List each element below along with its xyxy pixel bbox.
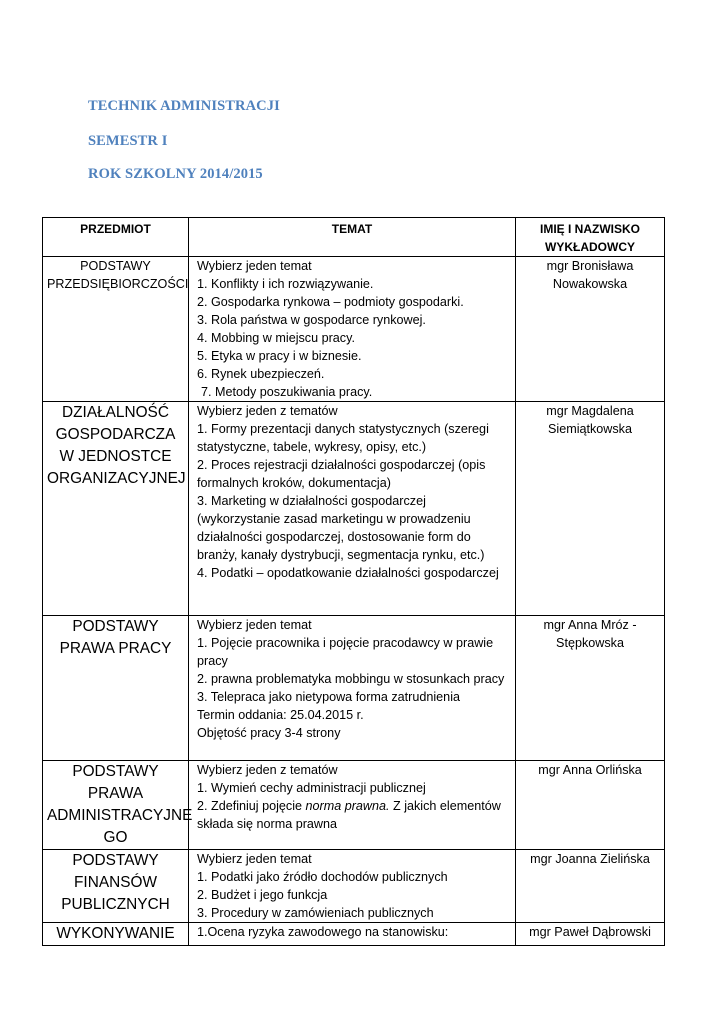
subject-line: GO [103, 829, 128, 846]
topic-text: Z jakich elementów składa się norma prawna [197, 799, 501, 831]
topic-line [197, 797, 511, 833]
heading-school-year: ROK SZKOLNY 2014/2015 [88, 166, 263, 182]
subject-line: PRAWA [87, 785, 144, 802]
lecturer-cell: mgr Anna Orlińska [516, 761, 665, 850]
table-row [43, 402, 665, 616]
lecturer-cell: mgr Magdalena Siemiątkowska [516, 402, 665, 616]
topic-line: 4. Mobbing w miejscu pracy. [197, 331, 355, 345]
subject-line: PODSTAWY [72, 763, 159, 780]
topic-cell [189, 402, 516, 616]
topic-line: Wybierz jeden temat [197, 259, 312, 273]
topic-cell [189, 923, 516, 946]
topic-line: 1.Ocena ryzyka zawodowego na stanowisku: [197, 925, 449, 939]
subject-line: ADMINISTRACYJNE [47, 807, 193, 824]
topic-line: Wybierz jeden z tematów [197, 404, 338, 418]
topic-line: 1. Podatki jako źródło dochodów publicznych [197, 870, 448, 884]
table-row [43, 761, 665, 850]
lecturer-cell: mgr Bronisława Nowakowska [516, 257, 665, 402]
topic-cell [189, 850, 516, 923]
subject-cell: PODSTAWY PRAWA PRACY [43, 616, 189, 761]
table-row [43, 923, 665, 946]
topic-line: Objętość pracy 3-4 strony [197, 726, 341, 740]
topic-line: 5. Etyka w pracy i w biznesie. [197, 349, 362, 363]
topic-line: Wybierz jeden temat [197, 618, 312, 632]
subjects-table [42, 217, 665, 946]
topic-line: 1. Wymień cechy administracji publicznej [197, 781, 426, 795]
topic-line: 2. prawna problematyka mobbingu w stosunkach pracy [197, 672, 505, 686]
heading-semester: SEMESTR I [88, 133, 168, 149]
topic-cell [189, 257, 516, 402]
topic-line: Termin oddania: 25.04.2015 r. [197, 708, 364, 722]
topic-line: Wybierz jeden temat [197, 852, 312, 866]
table-row [43, 257, 665, 402]
topic-line: 4. Podatki – opodatkowanie działalności gospodarczej [197, 566, 499, 580]
topic-line: 3. Marketing w działalności gospodarczej (wykorzystanie zasad marketingu w prowadzeniu działalności gospodarczej, dostosowanie form do branży, kanały dystrybucji, segmentacja rynku, etc.) [197, 494, 485, 562]
subject-cell: PODSTAWY FINANSÓW PUBLICZNYCH [43, 850, 189, 923]
lecturer-cell: mgr Anna Mróz - Stępkowska [516, 616, 665, 761]
topic-text: 2. Zdefiniuj pojęcie [197, 799, 306, 813]
topic-cell [189, 761, 516, 850]
topic-line: 1. Konflikty i ich rozwiązywanie. [197, 277, 374, 291]
subject-cell [43, 761, 193, 850]
lecturer-cell: mgr Joanna Zielińska [516, 850, 665, 923]
table-row [43, 850, 665, 923]
lecturer-cell: mgr Paweł Dąbrowski [516, 923, 665, 946]
topic-line: 1. Formy prezentacji danych statystycznych (szeregi statystyczne, tabele, wykresy, opisy, etc.) [197, 422, 489, 454]
topic-line: Wybierz jeden z tematów [197, 763, 338, 777]
topic-line: 6. Rynek ubezpieczeń. [197, 367, 325, 381]
topic-line: 3. Procedury w zamówieniach publicznych [197, 906, 434, 920]
subject-cell: DZIAŁALNOŚĆ GOSPODARCZA W JEDNOSTCE ORGANIZACYJNEJ [43, 402, 189, 616]
column-header-lecturer: IMIĘ I NAZWISKO WYKŁADOWCY [516, 218, 665, 257]
table-header-row [43, 218, 665, 257]
topic-italic-term: norma prawna. [305, 799, 390, 813]
column-header-subject: PRZEDMIOT [43, 218, 189, 257]
topic-line: 3. Rola państwa w gospodarce rynkowej. [197, 313, 426, 327]
topic-line: 2. Proces rejestracji działalności gospodarczej (opis formalnych kroków, dokumentacja) [197, 458, 486, 490]
topic-cell [189, 616, 516, 761]
subject-cell: PODSTAWY PRZEDSIĘBIORCZOŚCI [43, 257, 189, 402]
topic-line: 3. Telepraca jako nietypowa forma zatrudnienia [197, 690, 460, 704]
subject-cell: WYKONYWANIE [43, 923, 189, 946]
column-header-topic: TEMAT [189, 218, 516, 257]
heading-title: TECHNIK ADMINISTRACJI [88, 98, 280, 114]
topic-line: 7. Metody poszukiwania pracy. [201, 385, 373, 399]
topic-line: 1. Pojęcie pracownika i pojęcie pracodawcy w prawie pracy [197, 636, 494, 668]
table-row [43, 616, 665, 761]
topic-line: 2. Gospodarka rynkowa – podmioty gospodarki. [197, 295, 464, 309]
topic-line: 2. Budżet i jego funkcja [197, 888, 328, 902]
